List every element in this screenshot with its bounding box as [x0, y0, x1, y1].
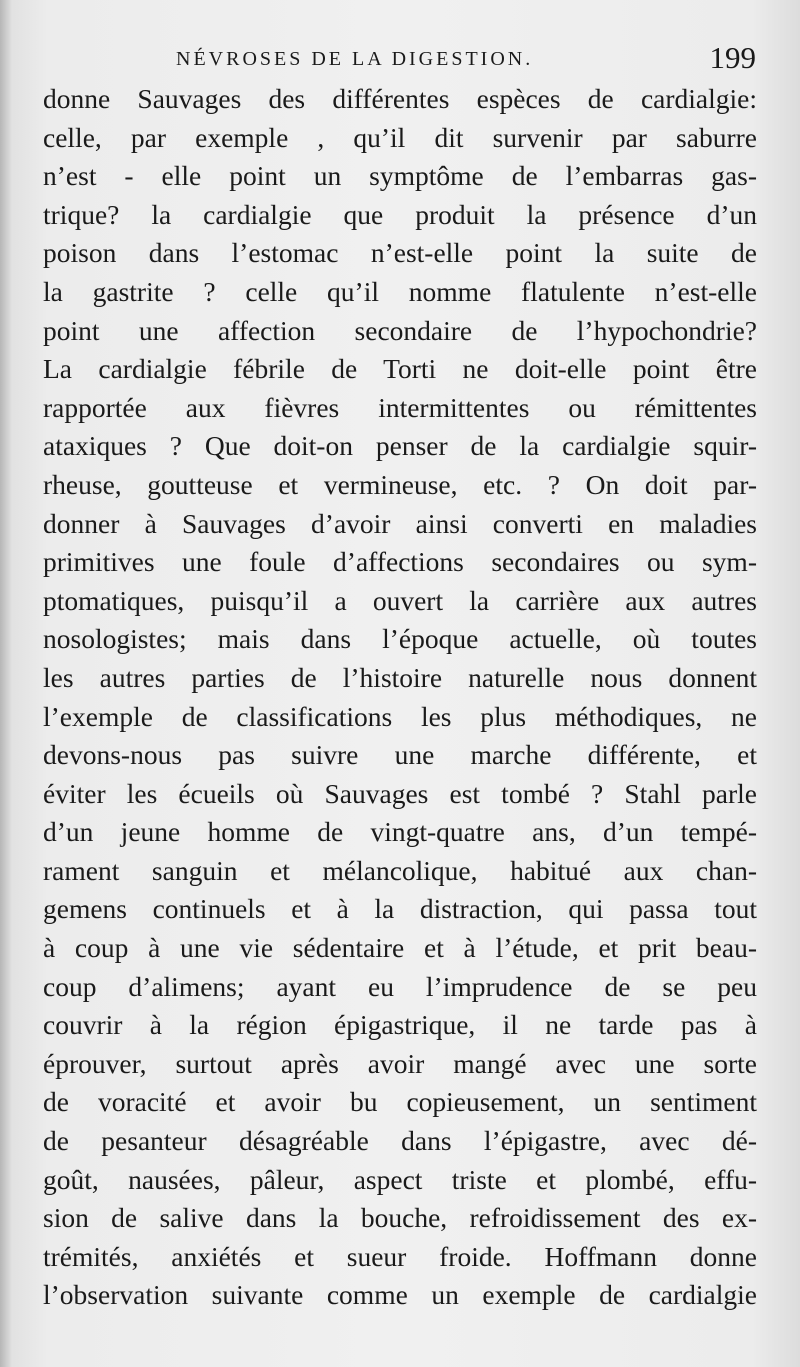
- text-line: rament sanguin et mélancolique, habitué aux chan-: [43, 854, 757, 886]
- text-line: les autres parties de l’histoire naturelle nous donnent: [43, 661, 757, 693]
- text-line: à coup à une vie sédentaire et à l’étude, et prit beau-: [43, 932, 757, 964]
- text-line: ataxiques ? Que doit-on penser de la cardialgie squir-: [43, 430, 757, 462]
- text-line: l’exemple de classifications les plus méthodiques, ne: [43, 700, 757, 732]
- text-line: celle, par exemple , qu’il dit survenir par saburre: [43, 121, 757, 153]
- text-line: éprouver, surtout après avoir mangé avec une sorte: [43, 1047, 757, 1079]
- text-line: coup d’alimens; ayant eu l’imprudence de se peu: [43, 970, 757, 1002]
- text-line: n’est - elle point un symptôme de l’embarras gas-: [43, 160, 757, 192]
- text-line: poison dans l’estomac n’est-elle point la suite de: [43, 237, 757, 269]
- text-line: trémités, anxiétés et sueur froide. Hoffmann donne: [43, 1240, 757, 1272]
- text-line: couvrir à la région épigastrique, il ne tarde pas à: [43, 1009, 757, 1041]
- body-text: [43, 80, 757, 1315]
- text-line: sion de salive dans la bouche, refroidissement des ex-: [43, 1202, 757, 1234]
- text-line: gemens continuels et à la distraction, qui passa tout: [43, 893, 757, 925]
- binding-shadow: [0, 0, 12, 1367]
- text-line: trique? la cardialgie que produit la présence d’un: [43, 198, 757, 230]
- running-title: NÉVROSES DE LA DIGESTION.: [176, 48, 534, 70]
- text-line: rapportée aux fièvres intermittentes ou rémittentes: [43, 391, 757, 423]
- text-line: donner à Sauvages d’avoir ainsi converti en maladies: [43, 507, 757, 539]
- text-line: donne Sauvages des différentes espèces de cardialgie:: [43, 83, 757, 114]
- text-line: l’observation suivante comme un exemple de cardialgie: [43, 1279, 757, 1311]
- text-line: rheuse, goutteuse et vermineuse, etc. ? On doit par-: [43, 468, 757, 500]
- text-line: la gastrite ? celle qu’il nomme flatulente n’est-elle: [43, 275, 757, 307]
- text-line: point une affection secondaire de l’hypochondrie?: [43, 314, 757, 346]
- text-line: de pesanteur désagréable dans l’épigastre, avec dé-: [43, 1125, 757, 1157]
- text-line: éviter les écueils où Sauvages est tombé ? Stahl parle: [43, 777, 757, 809]
- text-line: de voracité et avoir bu copieusement, un sentiment: [43, 1086, 757, 1118]
- text-line: ptomatiques, puisqu’il a ouvert la carrière aux autres: [43, 584, 757, 616]
- text-line: primitives une foule d’affections secondaires ou sym-: [43, 546, 757, 578]
- page-header: [40, 40, 760, 78]
- text-line: goût, nausées, pâleur, aspect triste et plombé, effu-: [43, 1163, 757, 1195]
- page-number: 199: [709, 40, 756, 75]
- text-line: d’un jeune homme de vingt-quatre ans, d’un tempé-: [43, 816, 757, 848]
- text-line: devons-nous pas suivre une marche différente, et: [43, 739, 757, 771]
- text-line: La cardialgie fébrile de Torti ne doit-elle point être: [43, 353, 757, 385]
- text-line: nosologistes; mais dans l’époque actuelle, où toutes: [43, 623, 757, 655]
